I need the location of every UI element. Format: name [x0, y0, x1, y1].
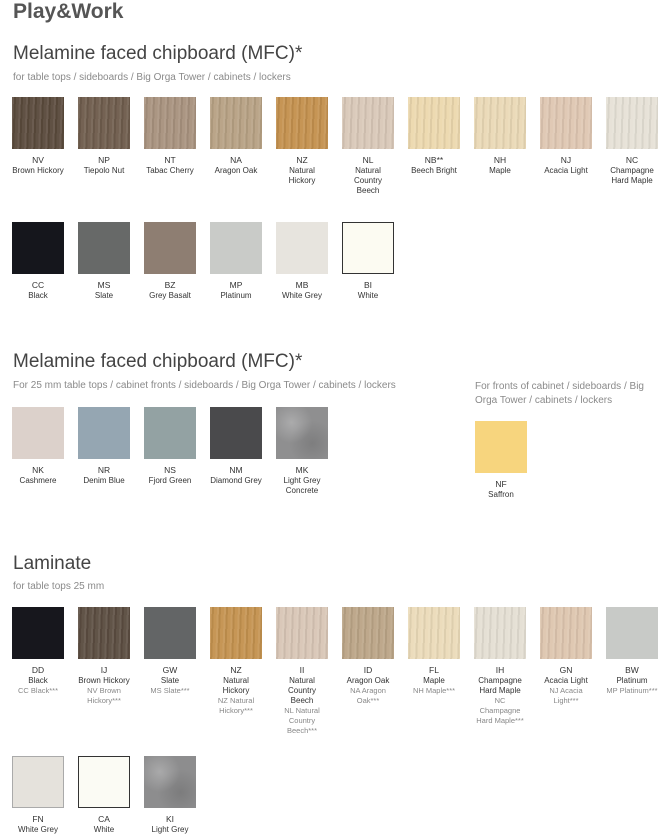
swatch-note: NL Natural Country Beech***	[284, 706, 320, 735]
swatch-name: Denim Blue	[83, 476, 125, 485]
swatch-ca	[78, 756, 130, 835]
swatch-nc	[606, 97, 658, 186]
swatch-ki	[144, 756, 196, 835]
swatch-chip	[144, 607, 196, 659]
swatch-code: NS	[164, 465, 176, 475]
swatch-chip	[210, 97, 262, 149]
swatch-na	[210, 97, 262, 176]
swatch-name: Tabac Cherry	[146, 166, 194, 175]
section-subtitle-mfc: for table tops / sideboards / Big Orga Tower / cabinets / lockers	[13, 72, 291, 83]
swatch-chip	[12, 222, 64, 274]
swatch-dd	[12, 607, 64, 696]
swatch-nb	[408, 97, 460, 176]
swatch-name: Brown Hickory	[78, 676, 130, 685]
swatch-mb	[276, 222, 328, 301]
swatch-code: II	[299, 665, 305, 675]
swatch-code: IJ	[100, 665, 108, 675]
swatch-cc	[12, 222, 64, 301]
swatch-nr	[78, 407, 130, 486]
swatch-ih	[474, 607, 526, 726]
swatch-code: NC	[625, 155, 639, 165]
swatch-chip	[276, 407, 328, 459]
swatch-code: NZ	[296, 155, 308, 165]
section-subtitle-fronts: For fronts of cabinet / sideboards / Big Orga Tower / cabinets / lockers	[475, 381, 644, 406]
swatch-name: Natural Country Beech	[287, 676, 316, 705]
swatch-name: Light Grey Concrete	[283, 476, 321, 495]
swatch-chip	[540, 97, 592, 149]
swatch-id	[342, 607, 394, 706]
swatch-nz	[276, 97, 328, 186]
swatch-name: White	[357, 291, 379, 300]
swatch-name: Black	[28, 291, 48, 300]
swatch-code: NL	[362, 155, 374, 165]
section-heading-mfc: Melamine faced chipboard (MFC)*	[13, 43, 303, 64]
swatch-chip	[474, 97, 526, 149]
swatch-chip	[210, 607, 262, 659]
swatch-chip	[78, 756, 130, 808]
swatch-chip	[475, 421, 527, 473]
swatch-chip	[210, 222, 262, 274]
swatch-name: Natural Hickory	[222, 676, 250, 695]
swatch-chip	[12, 756, 64, 808]
swatch-code: NH	[493, 155, 507, 165]
swatch-name: Cashmere	[19, 476, 57, 485]
swatch-code: DD	[31, 665, 45, 675]
swatch-name: White Grey	[281, 291, 322, 300]
swatch-chip	[78, 222, 130, 274]
swatch-code: GN	[559, 665, 573, 675]
swatch-ii	[276, 607, 328, 736]
swatch-chip	[78, 407, 130, 459]
swatch-code: NJ	[560, 155, 572, 165]
swatch-chip	[342, 97, 394, 149]
swatch-name: Saffron	[488, 490, 514, 499]
swatch-code: NM	[229, 465, 243, 475]
swatch-code: ID	[363, 665, 373, 675]
swatch-name: Brown Hickory	[12, 166, 64, 175]
swatch-chip	[78, 97, 130, 149]
swatch-name: Slate	[94, 291, 114, 300]
swatch-code: NP	[98, 155, 110, 165]
swatch-chip	[210, 407, 262, 459]
swatch-chip	[144, 222, 196, 274]
section-subtitle-laminate: for table tops 25 mm	[13, 581, 105, 592]
swatch-code: NT	[164, 155, 176, 165]
swatch-chip	[144, 756, 196, 808]
swatch-chip	[408, 97, 460, 149]
swatch-chip	[12, 607, 64, 659]
swatch-nm	[210, 407, 262, 486]
swatch-note: NA Aragon Oak***	[350, 686, 386, 705]
swatch-code: MK	[295, 465, 309, 475]
swatch-bi	[342, 222, 394, 301]
swatch-nz	[210, 607, 262, 716]
swatch-ns	[144, 407, 196, 486]
swatch-chip	[12, 407, 64, 459]
swatch-name: Acacia Light	[544, 166, 588, 175]
swatch-bw	[606, 607, 658, 696]
section-heading-mfc-25mm: Melamine faced chipboard (MFC)*	[13, 351, 303, 372]
swatch-name: Aragon Oak	[214, 166, 258, 175]
swatch-chip	[408, 607, 460, 659]
swatch-code: NB**	[424, 155, 444, 165]
swatch-name: Grey Basalt	[149, 291, 191, 300]
swatch-name: Slate	[160, 676, 180, 685]
swatch-note: NH Maple***	[412, 686, 456, 695]
swatch-name: Fjord Green	[148, 476, 192, 485]
swatch-name: Tiepolo Nut	[83, 166, 125, 175]
swatch-note: NC Champagne Hard Maple***	[476, 696, 524, 725]
swatch-chip	[474, 607, 526, 659]
swatch-code: NZ	[230, 665, 242, 675]
swatch-code: IH	[495, 665, 505, 675]
swatch-chip	[606, 607, 658, 659]
swatch-code: NA	[230, 155, 242, 165]
swatch-name: Platinum	[220, 291, 252, 300]
swatch-note: MP Platinum***	[606, 686, 658, 695]
swatch-chip	[276, 607, 328, 659]
swatch-nl	[342, 97, 394, 196]
swatch-ij	[78, 607, 130, 706]
swatch-chip	[540, 607, 592, 659]
swatch-chip	[276, 222, 328, 274]
section-heading-laminate: Laminate	[13, 553, 92, 574]
swatch-chip	[144, 97, 196, 149]
swatch-code: MS	[97, 280, 111, 290]
swatch-chip	[12, 97, 64, 149]
swatch-chip	[342, 222, 394, 274]
swatch-fn	[12, 756, 64, 835]
swatch-name: Diamond Grey	[210, 476, 262, 485]
swatch-chip	[144, 407, 196, 459]
swatch-np	[78, 97, 130, 176]
swatch-gn	[540, 607, 592, 706]
swatch-code: MP	[229, 280, 243, 290]
swatch-name: Champagne Hard Maple	[478, 676, 522, 695]
swatch-name: Platinum	[616, 676, 648, 685]
swatch-chip	[342, 607, 394, 659]
swatch-nh	[474, 97, 526, 176]
swatch-nk	[12, 407, 64, 486]
swatch-nf	[475, 421, 527, 500]
swatch-name: Aragon Oak	[346, 676, 390, 685]
swatch-code: NK	[32, 465, 44, 475]
swatch-ms	[78, 222, 130, 301]
swatch-chip	[78, 607, 130, 659]
swatch-code: KI	[165, 814, 175, 824]
swatch-chip	[276, 97, 328, 149]
page-title: Play&Work	[13, 0, 124, 23]
swatch-note: MS Slate***	[150, 686, 190, 695]
swatch-bz	[144, 222, 196, 301]
swatch-name: Beech Bright	[411, 166, 457, 175]
swatch-name: Maple	[489, 166, 511, 175]
swatch-name: White	[93, 825, 115, 834]
swatch-mk	[276, 407, 328, 496]
swatch-nv	[12, 97, 64, 176]
swatch-chip	[606, 97, 658, 149]
swatch-name: Black	[28, 676, 48, 685]
swatch-code: NF	[495, 479, 507, 489]
swatch-code: BZ	[164, 280, 176, 290]
swatch-note: NJ Acacia Light***	[549, 686, 583, 705]
swatch-code: CA	[98, 814, 110, 824]
swatch-note: NV Brown Hickory***	[87, 686, 121, 705]
swatch-name: Maple	[423, 676, 445, 685]
swatch-name: White Grey	[17, 825, 58, 834]
swatch-name: Natural Hickory	[288, 166, 316, 185]
swatch-code: FL	[429, 665, 439, 675]
swatch-code: CC	[31, 280, 45, 290]
swatch-code: MB	[295, 280, 309, 290]
swatch-gw	[144, 607, 196, 696]
swatch-name: Natural Country Beech	[353, 166, 382, 195]
swatch-name: Light Grey	[151, 825, 189, 834]
swatch-note: NZ Natural Hickory***	[217, 696, 255, 715]
swatch-fl	[408, 607, 460, 696]
swatch-name: Acacia Light	[544, 676, 588, 685]
swatch-code: FN	[32, 814, 44, 824]
swatch-nt	[144, 97, 196, 176]
swatch-code: NV	[32, 155, 44, 165]
swatch-note: CC Black***	[17, 686, 58, 695]
section-subtitle-mfc-25mm: For 25 mm table tops / cabinet fronts / sideboards / Big Orga Tower / cabinets / lockers	[13, 380, 396, 391]
swatch-code: BI	[363, 280, 373, 290]
swatch-nj	[540, 97, 592, 176]
swatch-code: NR	[97, 465, 111, 475]
swatch-code: GW	[162, 665, 178, 675]
swatch-mp	[210, 222, 262, 301]
swatch-code: BW	[625, 665, 639, 675]
swatch-name: Champagne Hard Maple	[610, 166, 654, 185]
